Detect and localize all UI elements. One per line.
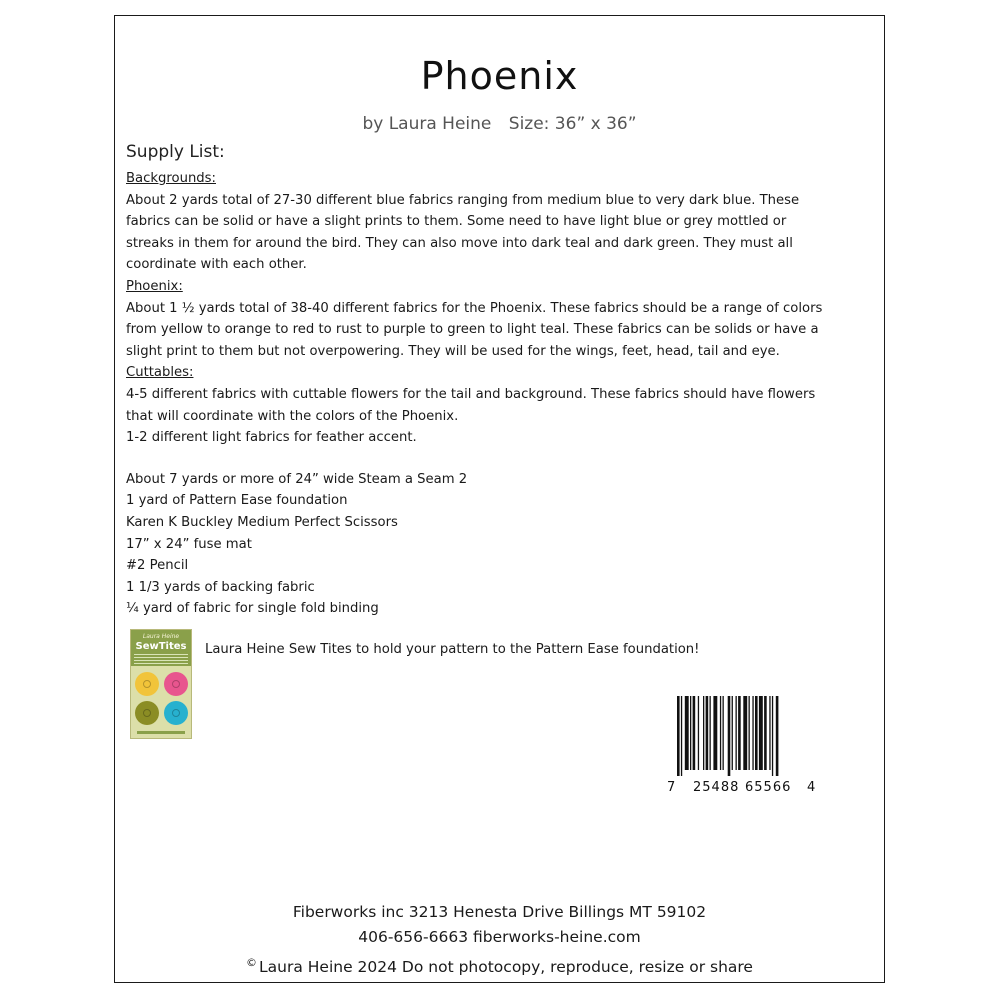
barcode-bar <box>764 696 767 770</box>
barcode-bar <box>728 696 731 776</box>
barcode-bar <box>736 696 737 770</box>
barcode-bar <box>698 696 699 770</box>
sewtites-package-image <box>130 629 192 739</box>
barcode-bar <box>732 696 733 770</box>
barcode-bar <box>759 696 763 770</box>
supply-item: 17” x 24” fuse mat <box>126 536 252 552</box>
package-product-name: SewTites <box>135 641 187 652</box>
barcode-bar <box>755 696 758 770</box>
barcode-bar <box>706 696 709 770</box>
barcode-bar <box>713 696 717 770</box>
barcode-bar <box>769 696 770 770</box>
barcode-bar <box>749 696 750 770</box>
section-heading-cuttables: Cuttables: <box>126 365 194 381</box>
barcode-bar <box>690 696 691 770</box>
pattern-back-cover <box>114 15 885 983</box>
teal-flower-icon <box>164 701 188 725</box>
section-text-phoenix: About 1 ½ yards total of 38-40 different fabrics for the Phoenix. These fabrics should be a range of colors from yellow to orange to red to rust to purple to green to light teal. These fabrics can be solids or have a slight print to them but not overpowering. They will be used for the wings, feet, head, tail and eye. <box>126 300 823 359</box>
barcode-bar <box>703 696 704 770</box>
barcode-bar <box>685 696 689 770</box>
supply-item: About 7 yards or more of 24” wide Steam a Seam 2 <box>126 471 468 487</box>
section-text-cuttables: 4-5 different fabrics with cuttable flowers for the tail and background. These fabrics should have flowers that will coordinate with the colors of the Phoenix. <box>126 386 816 424</box>
byline <box>115 114 884 134</box>
barcode-bar <box>776 696 779 776</box>
supply-item: 1 1/3 yards of backing fabric <box>126 579 315 595</box>
package-brand: Laura Heine <box>142 633 180 640</box>
supply-item: #2 Pencil <box>126 558 189 574</box>
copyright-text: Laura Heine 2024 Do not photocopy, reproduce, resize or share <box>259 958 753 977</box>
section-extra-cuttables: 1-2 different light fabrics for feather accent. <box>126 430 417 446</box>
barcode-bar <box>723 696 724 770</box>
pattern-title: Phoenix <box>420 54 579 98</box>
barcode-bar <box>738 696 741 770</box>
barcode-bar <box>677 696 680 776</box>
spacer <box>126 449 836 469</box>
barcode-bar <box>693 696 696 770</box>
section-heading-backgrounds: Backgrounds: <box>126 171 216 186</box>
supply-item: Karen K Buckley Medium Perfect Scissors <box>126 514 398 530</box>
barcode-digit-group2: 65566 <box>745 780 792 795</box>
publisher-address: Fiberworks inc 3213 Henesta Drive Billings MT 59102 <box>292 903 707 921</box>
supply-item: ¼ yard of fabric for single fold binding <box>126 601 379 617</box>
barcode-image <box>677 696 805 776</box>
barcode-digits <box>667 780 817 798</box>
barcode-bar <box>772 696 773 776</box>
copyright-notice <box>115 956 884 976</box>
olive-flower-icon <box>135 701 159 725</box>
supply-item: 1 yard of Pattern Ease foundation <box>126 493 348 509</box>
sewtites-caption: Laura Heine Sew Tites to hold your pattern to the Pattern Ease foundation! <box>205 642 700 657</box>
author-name: by Laura Heine <box>362 114 492 134</box>
supply-list-heading: Supply List: <box>126 142 225 162</box>
supply-list-body <box>126 168 836 620</box>
barcode-digit-group1: 25488 <box>693 780 740 795</box>
copyright-symbol: © <box>246 956 258 969</box>
barcode-bar <box>752 696 753 770</box>
quilt-size: Size: 36” x 36” <box>508 114 637 134</box>
section-text-backgrounds: About 2 yards total of 27-30 different blue fabrics ranging from medium blue to very dark blue. These fabrics can be solid or have a slight prints to them. Some need to have light blue or grey mottled or streaks in them for around the bird. They can also move into dark teal and dark green. They must all coordinate with each other. <box>126 192 800 273</box>
barcode-digit-last: 4 <box>807 780 816 795</box>
yellow-flower-icon <box>135 672 159 696</box>
barcode-bar <box>710 696 711 770</box>
barcode-bar <box>720 696 721 770</box>
package-description-lines <box>134 654 188 664</box>
publisher-contact: 406-656-6663 fiberworks-heine.com <box>358 928 641 946</box>
barcode-bar <box>743 696 747 770</box>
barcode-bar <box>681 696 682 776</box>
package-footer-strip <box>137 731 185 734</box>
pink-flower-icon <box>164 672 188 696</box>
barcode-digit-first: 7 <box>667 780 676 795</box>
section-heading-phoenix: Phoenix: <box>126 278 183 294</box>
